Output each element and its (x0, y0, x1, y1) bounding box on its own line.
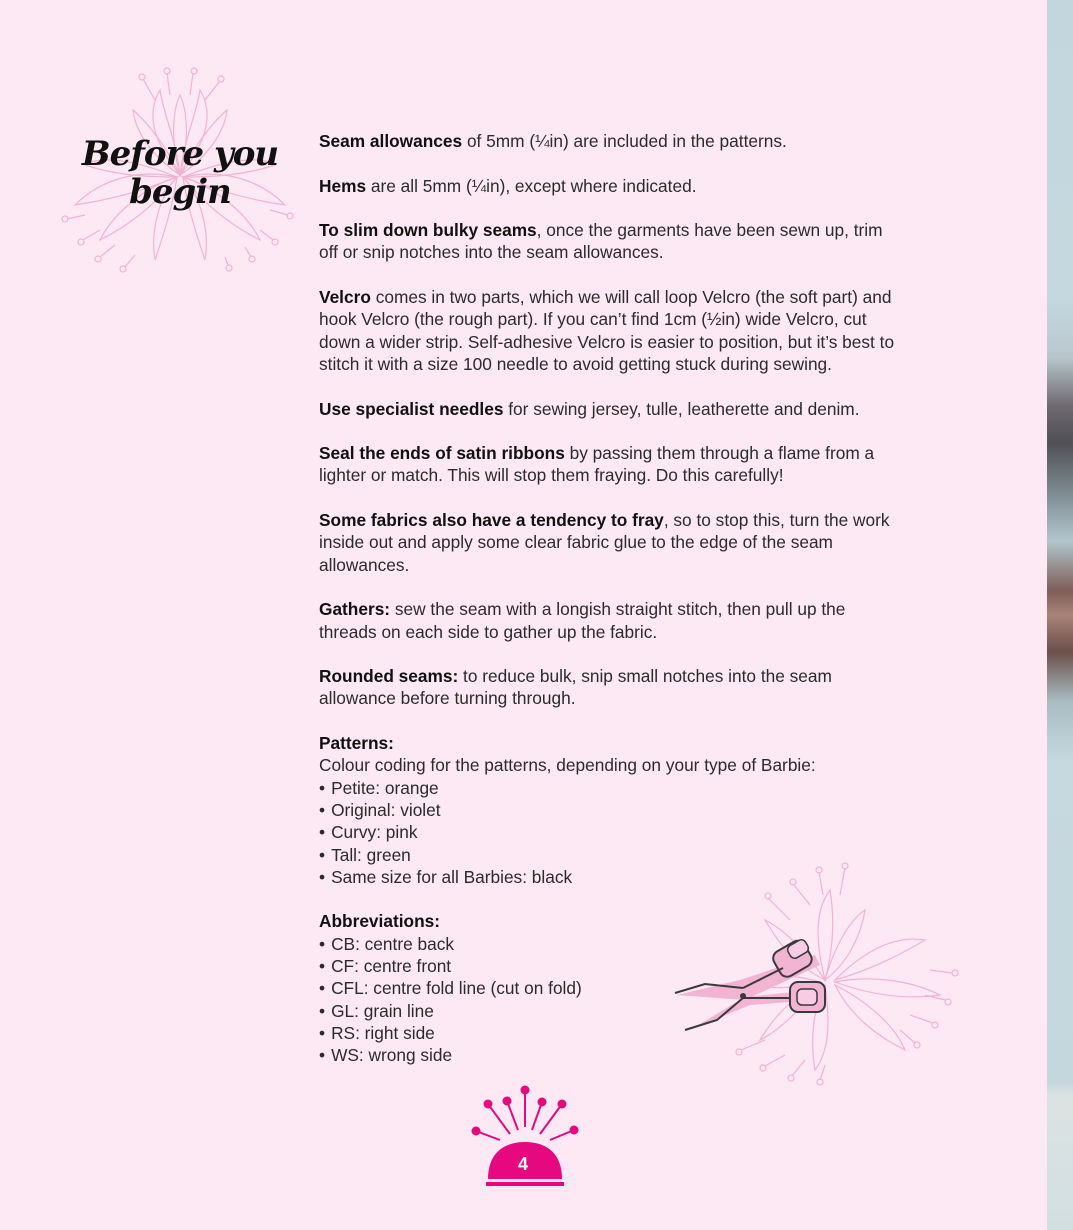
list-item: • CFL: centre fold line (cut on fold) (319, 977, 899, 999)
list-item: • Curvy: pink (319, 821, 899, 843)
page-title (55, 135, 305, 211)
paragraph-fray (319, 509, 899, 576)
paragraph-body: are all 5mm (¼in), except where indicated. (366, 175, 697, 196)
list-item: • Tall: green (319, 844, 899, 866)
paragraph-lead: Velcro (319, 287, 371, 308)
paragraph-satin-ribbons (319, 442, 899, 487)
paragraph-body: comes in two parts, which we will call loop Velcro (the soft part) and hook Velcro (the rough part). If you can’t find 1cm (½in) wide Velcro, cut down a wider strip. Self-adhesive Velcro is easier to position, but it’s best to stitch it with a size 100 needle to avoid getting stuck during sewing. (319, 287, 895, 374)
patterns-intro: Colour coding for the patterns, depending on your type of Barbie: (319, 755, 816, 776)
list-item: • CF: centre front (319, 955, 899, 977)
list-item: • WS: wrong side (319, 1044, 899, 1066)
paragraph-body: of 5mm (¼in) are included in the patterns. (462, 131, 787, 151)
paragraph-lead: Hems (319, 175, 367, 196)
patterns-heading: Patterns: (319, 733, 394, 754)
paragraph-body: sew the seam with a longish straight stitch, then pull up the threads on each side to gather up the fabric. (319, 599, 846, 642)
paragraph-lead: Gathers: (319, 599, 391, 620)
paragraph-needles (319, 398, 899, 420)
list-item: • Petite: orange (319, 777, 899, 799)
list-item: • CB: centre back (319, 933, 899, 955)
paragraph-lead: Seam allowances (319, 131, 463, 151)
adjacent-page-photo (1047, 0, 1073, 1230)
paragraph-body: for sewing jersey, tulle, leatherette and denim. (503, 398, 860, 419)
page-number: 4 (517, 1154, 528, 1174)
paragraph-body: , so to stop this, turn the work inside out and apply some clear fabric glue to the edge of the seam allowances. (319, 510, 890, 575)
list-item: • RS: right side (319, 1022, 899, 1044)
list-item: • Original: violet (319, 799, 899, 821)
title-line-2: begin (129, 172, 231, 212)
paragraph-lead: Seal the ends of satin ribbons (319, 443, 565, 464)
paragraph-rounded-seams (319, 665, 899, 710)
scissors-icon (665, 860, 965, 1090)
paragraph-hems (319, 175, 899, 197)
paragraph-bulky-seams (319, 219, 899, 264)
paragraph-body: , once the garments have been sewn up, trim off or snip notches into the seam allowances. (319, 220, 883, 263)
paragraph-lead: To slim down bulky seams (319, 220, 537, 241)
list-item: • Same size for all Barbies: black (319, 866, 899, 888)
list-item: • GL: grain line (319, 1000, 899, 1022)
paragraph-gathers (319, 598, 899, 643)
paragraph-lead: Rounded seams: (319, 666, 459, 687)
title-line-1: Before you (81, 134, 279, 174)
paragraph-lead: Some fabrics also have a tendency to fray (319, 510, 664, 531)
paragraph-seam-allowances (319, 130, 899, 152)
title-block (55, 65, 305, 280)
paragraph-body: by passing them through a flame from a lighter or match. This will stop them fraying. Do this carefully! (319, 443, 875, 486)
paragraph-body: to reduce bulk, snip small notches into the seam allowance before turning through. (319, 666, 832, 709)
abbreviations-heading: Abbreviations: (319, 911, 440, 932)
scissors-shape (675, 938, 825, 1030)
paragraph-lead: Use specialist needles (319, 398, 504, 419)
paragraph-velcro (319, 286, 899, 375)
